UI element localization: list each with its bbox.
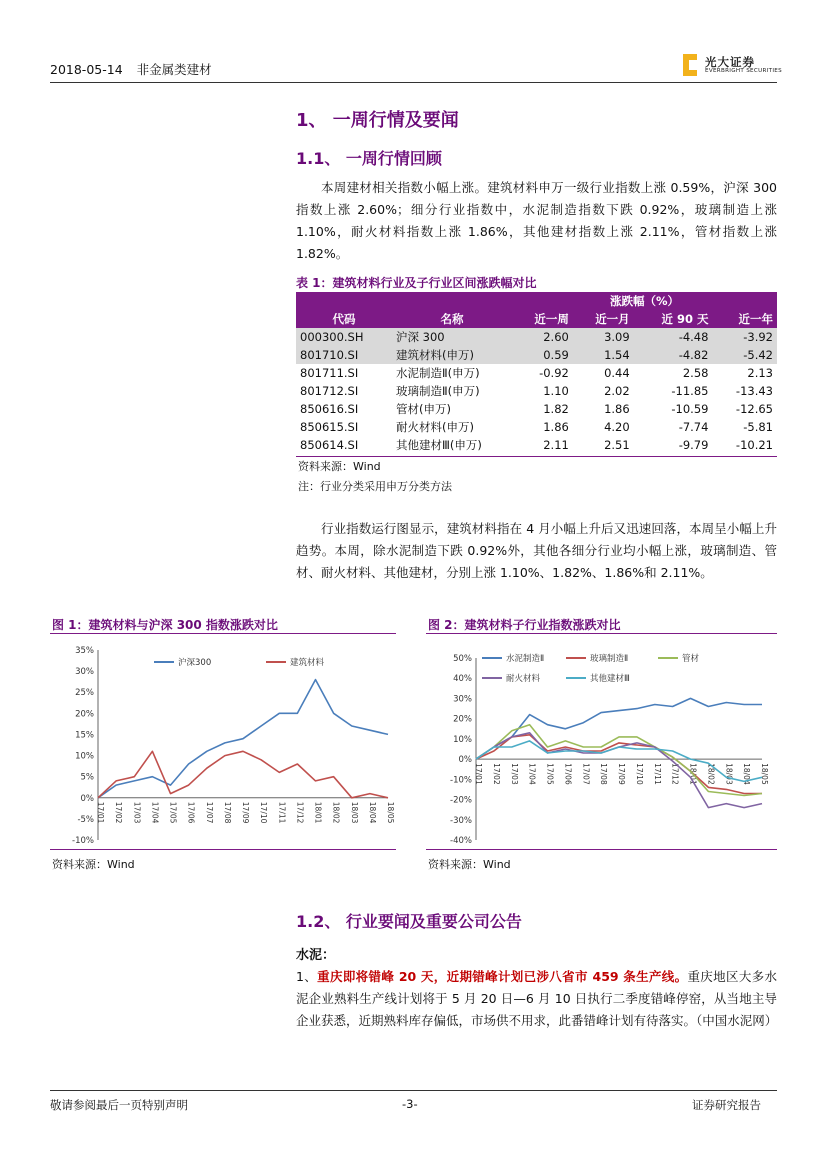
report-date: 2018-05-14 (50, 62, 123, 77)
table-cell: -5.42 (712, 346, 777, 364)
table-cell: 耐火材料(申万) (396, 420, 474, 434)
table-cell: 1.86 (604, 402, 630, 416)
x-tick-label: 17/11 (277, 801, 287, 824)
table-cell: 850615.SI (300, 420, 359, 434)
y-tick-label: 20% (75, 709, 94, 720)
x-tick-label: 17/07 (204, 801, 214, 824)
x-tick-label: 17/08 (222, 801, 232, 824)
table-cell: 2.58 (682, 366, 709, 380)
figure-1-bottom-rule (50, 849, 396, 850)
table-cell: -0.92 (539, 366, 569, 380)
logo-mark-icon (683, 54, 697, 76)
table-bottom-rule (296, 456, 777, 457)
y-tick-label: 0% (458, 755, 472, 766)
series-line (98, 680, 388, 798)
y-tick-label: -40% (450, 836, 472, 846)
figure-2-source: 资料来源：Wind (428, 858, 511, 871)
col-header: 近一月 (595, 312, 630, 326)
table-row (296, 400, 777, 418)
x-tick-label: 17/08 (599, 763, 609, 785)
header-rule (50, 82, 777, 83)
y-tick-label: -10% (72, 836, 94, 846)
table-row (296, 382, 777, 400)
news-body: 重庆地区大多水泥企业熟料生产线计划将于 5 月 20 日—6 月 10 日执行二季度错峰停窑，从当地主导企业获悉，近期熟料库存偏低，市场供不用求，此番错峰计划有待落实。（中国水泥网） (296, 969, 778, 1028)
section-1-title: 1、 一周行情及要闻 (296, 110, 459, 131)
y-tick-label: -20% (450, 795, 472, 806)
x-tick-label: 17/01 (96, 801, 105, 824)
x-tick-label: 17/06 (563, 763, 573, 785)
x-tick-label: 18/03 (724, 763, 734, 785)
table-cell: 4.20 (604, 420, 630, 434)
col-header: 近一周 (534, 312, 569, 326)
col-header: 近一年 (738, 312, 773, 326)
y-tick-label: 50% (453, 654, 472, 664)
x-tick-label: 17/02 (491, 763, 501, 785)
table-cell: 建筑材料(申万) (392, 346, 512, 364)
table-cell: 000300.SH (296, 328, 392, 346)
y-tick-label: 40% (453, 674, 472, 685)
x-tick-label: 17/07 (581, 763, 591, 785)
legend-label: 玻璃制造Ⅱ (590, 654, 629, 664)
legend-label: 建筑材料 (290, 658, 325, 668)
table-cell: 850616.SI (300, 402, 359, 416)
x-tick-label: 17/12 (295, 801, 305, 824)
table-cell: 801710.SI (296, 346, 392, 364)
x-tick-label: 17/06 (186, 801, 196, 824)
legend-label: 管材 (682, 654, 700, 664)
x-tick-label: 17/11 (652, 763, 662, 785)
table-cell: -12.65 (735, 402, 773, 416)
table-cell: 1.10 (543, 384, 569, 398)
page-number: -3- (402, 1097, 418, 1111)
col-header: 名称 (440, 312, 464, 326)
legend-label: 沪深300 (178, 658, 212, 668)
col-header: 近 90 天 (661, 312, 709, 326)
figure-1-title: 图 1：建筑材料与沪深 300 指数涨跌对比 (52, 618, 278, 632)
table-cell: 其他建材Ⅲ(申万) (396, 438, 482, 452)
table-cell: -4.82 (634, 346, 713, 364)
table-cell: 玻璃制造Ⅱ(申万) (396, 384, 480, 398)
table-cell: 0.59 (512, 346, 573, 364)
market-review-paragraph: 本周建材相关指数小幅上涨。建筑材料申万一级行业指数上涨 0.59%，沪深 300 指数上涨 2.60%；细分行业指数中，水泥制造指数下跌 0.92%，玻璃制造上涨 1.10%，耐火材料指数上涨 1.86%，其他建材指数上涨 2.11%，管材指数上涨 1.82%。 (296, 180, 777, 261)
table-cell: -4.48 (634, 328, 713, 346)
chart-subindustry-indices (426, 636, 777, 848)
industry-name: 非金属类建材 (136, 62, 212, 77)
x-tick-label: 17/05 (168, 801, 178, 824)
figure-1-source: 资料来源：Wind (52, 858, 135, 871)
y-tick-label: 10% (453, 734, 472, 745)
table-row (296, 346, 777, 364)
group-header: 涨跌幅（%） (609, 294, 680, 308)
col-header: 代码 (332, 312, 356, 326)
table-cell: -10.59 (671, 402, 709, 416)
x-tick-label: 17/10 (259, 801, 269, 824)
x-tick-label: 17/02 (114, 801, 124, 824)
x-tick-label: 17/10 (634, 763, 644, 785)
y-tick-label: 25% (75, 688, 94, 699)
x-tick-label: 17/09 (617, 763, 626, 785)
cement-subheading: 水泥： (296, 948, 336, 963)
y-tick-label: 10% (75, 751, 94, 762)
x-tick-label: 17/03 (509, 763, 519, 785)
table-cell: -11.85 (671, 384, 709, 398)
table-row (296, 328, 777, 346)
table-cell: 801711.SI (300, 366, 359, 380)
table-header-row (296, 310, 777, 328)
y-tick-label: -30% (450, 815, 472, 826)
legend-label: 耐火材料 (506, 674, 541, 684)
table-1-title: 表 1：建筑材料行业及子行业区间涨跌幅对比 (296, 276, 537, 290)
x-tick-label: 17/12 (670, 763, 680, 785)
table-cell: -7.74 (678, 420, 709, 434)
x-tick-label: 17/05 (545, 763, 555, 785)
x-tick-label: 18/03 (349, 801, 359, 824)
news-headline: 重庆即将错峰 20 天，近期错峰计划已涉八省市 459 条生产线。 (317, 969, 688, 984)
x-tick-label: 18/04 (742, 763, 752, 785)
table-cell: 1.82 (543, 402, 569, 416)
footer-report-type: 证券研究报告 (692, 1098, 761, 1112)
x-tick-label: 18/05 (760, 763, 769, 785)
legend-label: 其他建材Ⅲ (590, 674, 630, 684)
x-tick-label: 17/01 (474, 763, 483, 785)
table-cell: 0.44 (604, 366, 630, 380)
table-cell: 2.60 (512, 328, 573, 346)
cement-news-item (296, 966, 777, 1032)
series-line (98, 751, 388, 798)
table-cell: 管材(申万) (396, 402, 451, 416)
figure-2-top-rule (426, 633, 777, 634)
y-tick-label: -10% (450, 775, 472, 786)
x-tick-label: 18/01 (313, 801, 323, 824)
table-row (296, 436, 777, 454)
table-cell: -5.81 (743, 420, 773, 434)
x-tick-label: 18/04 (367, 801, 377, 824)
table-source: 资料来源：Wind (298, 460, 381, 473)
index-trend-paragraph: 行业指数运行图显示，建筑材料指在 4 月小幅上升后又迅速回落，本周呈小幅上升趋势。本周，除水泥制造下跌 0.92%外，其他各细分行业均小幅上涨，玻璃制造、管材、耐火材料、其他建材，分别上涨 1.10%、1.82%、1.86%和 2.11%。 (296, 521, 777, 580)
chart-jiancai-vs-hs300 (50, 636, 396, 848)
table-cell: 2.51 (604, 438, 630, 452)
section-1-1-title: 1.1、 一周行情回顾 (296, 149, 442, 168)
figure-1-top-rule (50, 633, 396, 634)
logo-cn: 光大证券 (705, 55, 755, 69)
y-tick-label: 5% (80, 772, 94, 783)
table-cell: 3.09 (573, 328, 634, 346)
x-tick-label: 17/09 (241, 801, 250, 824)
logo-en: EVERBRIGHT SECURITIES (705, 68, 782, 74)
table-cell: 1.86 (543, 420, 569, 434)
y-tick-label: 30% (75, 667, 94, 678)
index-change-table (296, 292, 777, 454)
section-1-2-title: 1.2、 行业要闻及重要公司公告 (296, 912, 522, 931)
x-tick-label: 17/04 (150, 801, 160, 824)
x-tick-label: 18/02 (331, 801, 341, 824)
y-tick-label: 15% (75, 730, 94, 741)
table-cell: 2.02 (604, 384, 630, 398)
y-tick-label: -5% (77, 814, 94, 825)
footer-disclaimer: 敬请参阅最后一页特别声明 (50, 1098, 188, 1112)
y-tick-label: 35% (75, 646, 94, 656)
x-tick-label: 18/02 (706, 763, 716, 785)
news-item-number: 1、 (296, 969, 318, 984)
table-cell: 850614.SI (300, 438, 359, 452)
table-note: 注：行业分类采用申万分类方法 (298, 480, 452, 493)
table-cell: -3.92 (712, 328, 777, 346)
table-cell: 2.11 (543, 438, 569, 452)
x-tick-label: 17/04 (527, 763, 537, 785)
table-cell: 2.13 (747, 366, 773, 380)
everbright-logo (683, 54, 782, 78)
table-cell: -10.21 (735, 438, 773, 452)
table-cell: 沪深 300 (392, 328, 512, 346)
x-tick-label: 18/05 (386, 801, 395, 824)
table-row (296, 364, 777, 382)
x-tick-label: 17/03 (132, 801, 142, 824)
x-tick-label: 18/01 (688, 763, 698, 785)
table-cell: -13.43 (735, 384, 773, 398)
table-row (296, 418, 777, 436)
footer-rule (50, 1090, 777, 1091)
y-tick-label: 20% (453, 714, 472, 725)
table-cell: 801712.SI (300, 384, 359, 398)
table-group-header-row (296, 292, 777, 310)
table-cell: -9.79 (678, 438, 709, 452)
figure-2-bottom-rule (426, 849, 777, 850)
page-header (50, 60, 212, 78)
table-cell: 1.54 (573, 346, 634, 364)
y-tick-label: 0% (80, 793, 94, 804)
table-cell: 水泥制造Ⅱ(申万) (396, 366, 480, 380)
legend-label: 水泥制造Ⅱ (506, 654, 545, 664)
y-tick-label: 30% (453, 694, 472, 705)
figure-2-title: 图 2：建筑材料子行业指数涨跌对比 (428, 618, 621, 632)
